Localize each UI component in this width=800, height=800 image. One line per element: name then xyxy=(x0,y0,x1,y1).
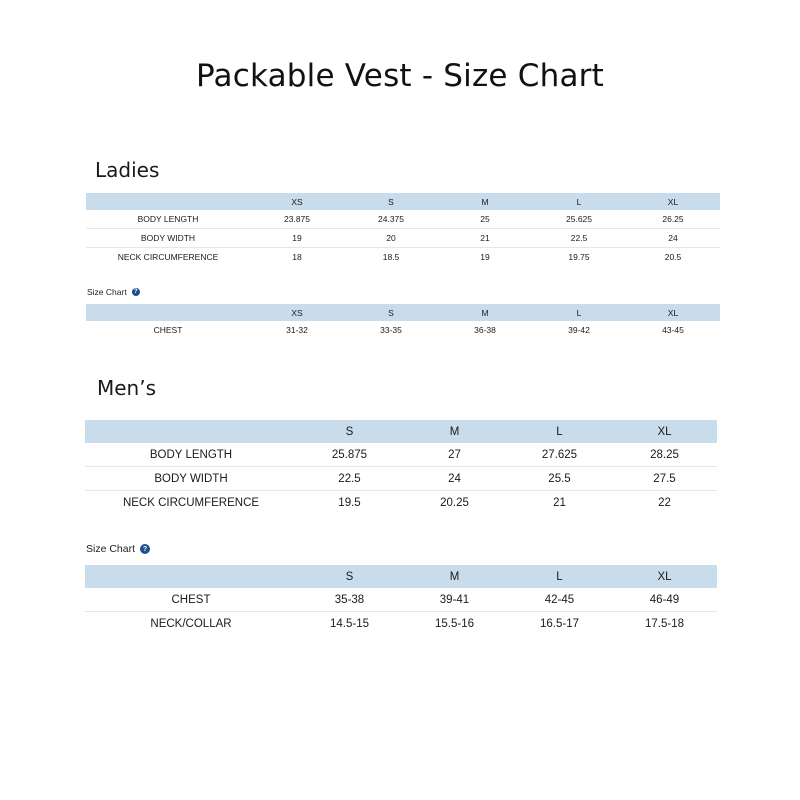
table-cell: 24 xyxy=(626,229,720,248)
table-cell: 18.5 xyxy=(382,252,400,262)
table-cell: 14.5-15 xyxy=(329,617,369,630)
column-header-m: M xyxy=(438,304,532,321)
column-header-l: L xyxy=(507,420,612,443)
table-cell: 28.25 xyxy=(612,443,717,467)
question-circle-icon[interactable]: ? xyxy=(132,288,140,296)
table-row xyxy=(86,321,720,339)
table-cell: 25.625 xyxy=(532,210,626,229)
table-cell: 24.375 xyxy=(344,210,438,229)
table-row xyxy=(86,229,720,248)
table-cell: 16.5-17 xyxy=(539,617,579,630)
table-cell: 39-42 xyxy=(568,325,590,335)
column-header-s: S xyxy=(344,304,438,321)
table-row xyxy=(85,491,717,515)
row-label: NECK/COLLAR xyxy=(150,617,232,630)
table-cell: 19 xyxy=(250,229,344,248)
header-cell-blank xyxy=(86,193,250,210)
table-cell: 46-49 xyxy=(612,588,717,612)
table-cell: 20.5 xyxy=(664,252,682,262)
column-header-m: M xyxy=(402,420,507,443)
table-cell: 19 xyxy=(480,252,490,262)
table-cell: 21 xyxy=(553,496,566,509)
table-cell: 22 xyxy=(658,496,671,509)
table-cell: 25 xyxy=(438,210,532,229)
table-cell: 19.75 xyxy=(568,252,590,262)
table-row xyxy=(86,210,720,229)
mens-heading: Men’s xyxy=(97,376,157,400)
table-row xyxy=(85,588,717,612)
table-row xyxy=(85,443,717,467)
ladies-measurements-table xyxy=(86,193,720,266)
header-cell-blank xyxy=(86,304,250,321)
column-header-l: L xyxy=(507,565,612,588)
table-cell: 22.5 xyxy=(532,229,626,248)
table-cell: 23.875 xyxy=(250,210,344,229)
ladies-body-size-table xyxy=(86,304,720,339)
table-cell: 42-45 xyxy=(507,588,612,612)
size-chart-text: Size Chart xyxy=(87,287,127,297)
table-cell: 25.875 xyxy=(297,443,402,467)
ladies-size-chart-label xyxy=(87,287,140,297)
table-cell: 20 xyxy=(344,229,438,248)
table-cell: 20.25 xyxy=(440,496,469,509)
table-cell: 19.5 xyxy=(338,496,361,509)
table-cell: 35-38 xyxy=(297,588,402,612)
column-header-xl: XL xyxy=(612,565,717,588)
row-label: CHEST xyxy=(85,588,297,612)
column-header-s: S xyxy=(344,193,438,210)
column-header-xl: XL xyxy=(626,304,720,321)
table-cell: 39-41 xyxy=(402,588,507,612)
table-row xyxy=(86,248,720,267)
table-cell: 18 xyxy=(292,252,302,262)
table-cell: 27.5 xyxy=(612,467,717,491)
row-label: BODY LENGTH xyxy=(85,443,297,467)
table-cell: 43-45 xyxy=(662,325,684,335)
table-cell: 22.5 xyxy=(297,467,402,491)
row-label: CHEST xyxy=(153,325,183,335)
header-cell-blank xyxy=(85,565,297,588)
table-cell: 31-32 xyxy=(286,325,308,335)
row-label: NECK CIRCUMFERENCE xyxy=(122,496,260,509)
table-cell: 27.625 xyxy=(507,443,612,467)
column-header-l: L xyxy=(532,304,626,321)
column-header-s: S xyxy=(297,420,402,443)
ladies-heading: Ladies xyxy=(95,158,160,182)
question-circle-icon[interactable]: ? xyxy=(140,544,150,554)
table-cell: 36-38 xyxy=(474,325,496,335)
column-header-s: S xyxy=(297,565,402,588)
column-header-xl: XL xyxy=(626,193,720,210)
mens-measurements-table xyxy=(85,420,717,514)
table-header-row xyxy=(85,420,717,443)
size-chart-text: Size Chart xyxy=(86,543,136,555)
mens-size-chart-label xyxy=(86,543,150,555)
table-cell: 33-35 xyxy=(380,325,402,335)
column-header-xs: XS xyxy=(250,193,344,210)
table-row xyxy=(85,612,717,636)
column-header-l: L xyxy=(532,193,626,210)
table-cell: 25.5 xyxy=(507,467,612,491)
table-cell: 21 xyxy=(438,229,532,248)
table-cell: 15.5-16 xyxy=(434,617,474,630)
column-header-xs: XS xyxy=(250,304,344,321)
column-header-m: M xyxy=(402,565,507,588)
row-label: NECK CIRCUMFERENCE xyxy=(117,252,219,262)
table-row xyxy=(85,467,717,491)
page-title: Packable Vest - Size Chart xyxy=(196,58,604,94)
table-header-row xyxy=(85,565,717,588)
column-header-xl: XL xyxy=(612,420,717,443)
row-label: BODY WIDTH xyxy=(85,467,297,491)
table-header-row xyxy=(86,304,720,321)
row-label: BODY LENGTH xyxy=(86,210,250,229)
row-label: BODY WIDTH xyxy=(86,229,250,248)
header-cell-blank xyxy=(85,420,297,443)
table-cell: 27 xyxy=(402,443,507,467)
table-header-row xyxy=(86,193,720,210)
table-cell: 24 xyxy=(402,467,507,491)
table-cell: 17.5-18 xyxy=(644,617,684,630)
mens-body-size-table xyxy=(85,565,717,635)
table-cell: 26.25 xyxy=(626,210,720,229)
column-header-m: M xyxy=(438,193,532,210)
